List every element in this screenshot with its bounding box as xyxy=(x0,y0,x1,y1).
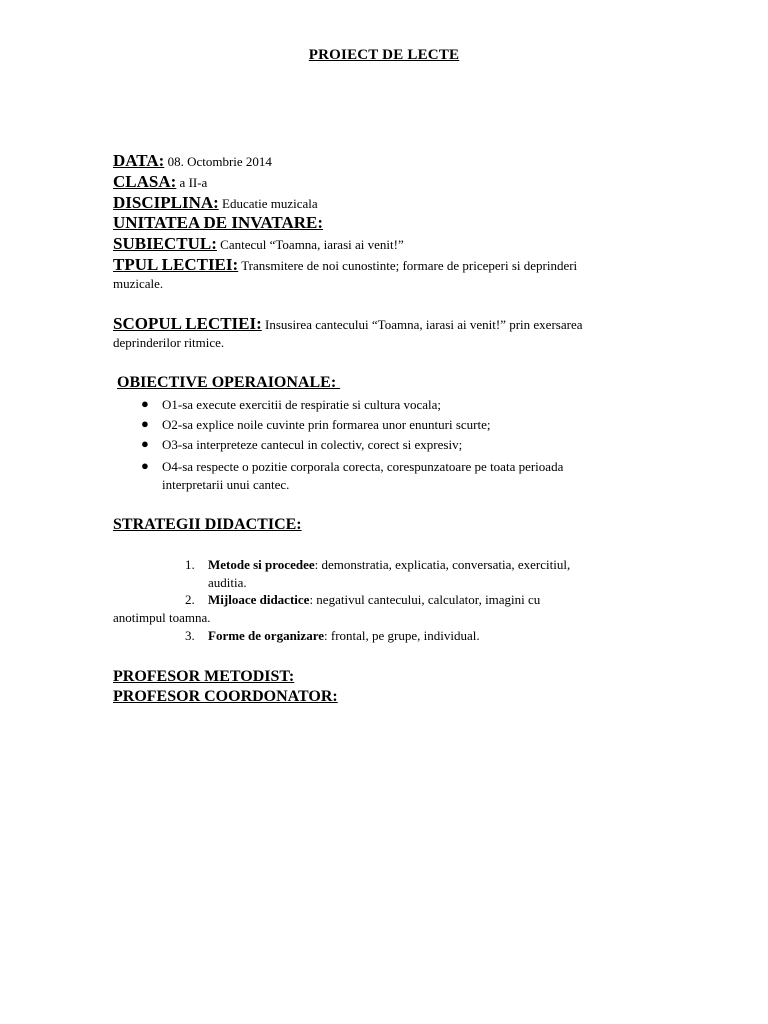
field-subiectul-value: Cantecul “Toamna, iarasi ai venit!” xyxy=(216,237,404,252)
objective-item-continuation: interpretarii unui cantec. xyxy=(162,477,290,492)
bullet-icon: ● xyxy=(141,458,149,473)
strategy-text: : negativul cantecului, calculator, imagini cu xyxy=(309,592,541,607)
objective-item: O1-sa execute exercitii de respiratie si cultura vocala; xyxy=(162,397,442,412)
strategy-number: 3. xyxy=(185,628,195,643)
bullet-icon: ● xyxy=(141,396,149,411)
signature-coordonator: PROFESOR COORDONATOR: xyxy=(113,688,338,705)
field-clasa xyxy=(113,172,207,192)
field-tipul-value: Transmitere de noi cunostinte; formare de priceperi si deprinderi xyxy=(238,258,578,273)
bullet-icon: ● xyxy=(141,436,149,451)
strategy-text: : demonstratia, explicatia, conversatia, exercitiul, xyxy=(314,557,571,572)
field-unitatea xyxy=(113,213,323,233)
strategy-label: Metode si procedee xyxy=(208,557,315,572)
objective-item: O3-sa interpreteze cantecul in colectiv, corect si expresiv; xyxy=(162,437,463,452)
strategies-heading: STRATEGII DIDACTICE: xyxy=(113,516,302,533)
field-data-value: 08. Octombrie 2014 xyxy=(164,154,272,169)
field-disciplina-label: DISCIPLINA: xyxy=(113,193,219,212)
objective-item: O4-sa respecte o pozitie corporala corecta, corespunzatoare pe toata perioada xyxy=(162,459,564,474)
field-disciplina xyxy=(113,193,318,213)
strategy-item-continuation: auditia. xyxy=(208,575,247,590)
objective-item: O2-sa explice noile cuvinte prin formarea unor enunturi scurte; xyxy=(162,417,491,432)
field-unitatea-label: UNITATEA DE INVATARE: xyxy=(113,213,324,232)
field-data xyxy=(113,151,272,171)
field-data-label: DATA: xyxy=(113,151,165,170)
strategy-number: 1. xyxy=(185,557,195,572)
strategy-text: : frontal, pe grupe, individual. xyxy=(324,628,480,643)
strategy-number: 2. xyxy=(185,592,195,607)
strategy-label: Mijloace didactice xyxy=(208,592,310,607)
field-scopul-value: Insusirea cantecului “Toamna, iarasi ai venit!” prin exersarea xyxy=(261,317,583,332)
objectives-heading: OBIECTIVE OPERAIONALE: xyxy=(117,374,341,391)
strategy-item xyxy=(208,592,540,608)
field-tipul-label: TPUL LECTIEI: xyxy=(113,255,239,274)
field-scopul xyxy=(113,314,582,334)
field-subiectul-label: SUBIECTUL: xyxy=(113,234,217,253)
field-subiectul xyxy=(113,234,404,254)
document-title: PROIECT DE LECTE xyxy=(308,47,460,63)
field-disciplina-value: Educatie muzicala xyxy=(218,196,318,211)
strategy-item-continuation: anotimpul toamna. xyxy=(113,610,211,625)
strategy-item xyxy=(208,557,570,573)
signature-metodist: PROFESOR METODIST: xyxy=(113,668,295,685)
bullet-icon: ● xyxy=(141,416,149,431)
field-clasa-value: a II-a xyxy=(176,175,208,190)
field-scopul-continuation: deprinderilor ritmice. xyxy=(113,335,225,350)
strategy-label: Forme de organizare xyxy=(208,628,324,643)
field-scopul-label: SCOPUL LECTIEI: xyxy=(113,314,262,333)
field-tipul-continuation: muzicale. xyxy=(113,276,164,291)
strategy-item xyxy=(208,628,480,644)
field-tipul xyxy=(113,255,577,275)
field-clasa-label: CLASA: xyxy=(113,172,177,191)
